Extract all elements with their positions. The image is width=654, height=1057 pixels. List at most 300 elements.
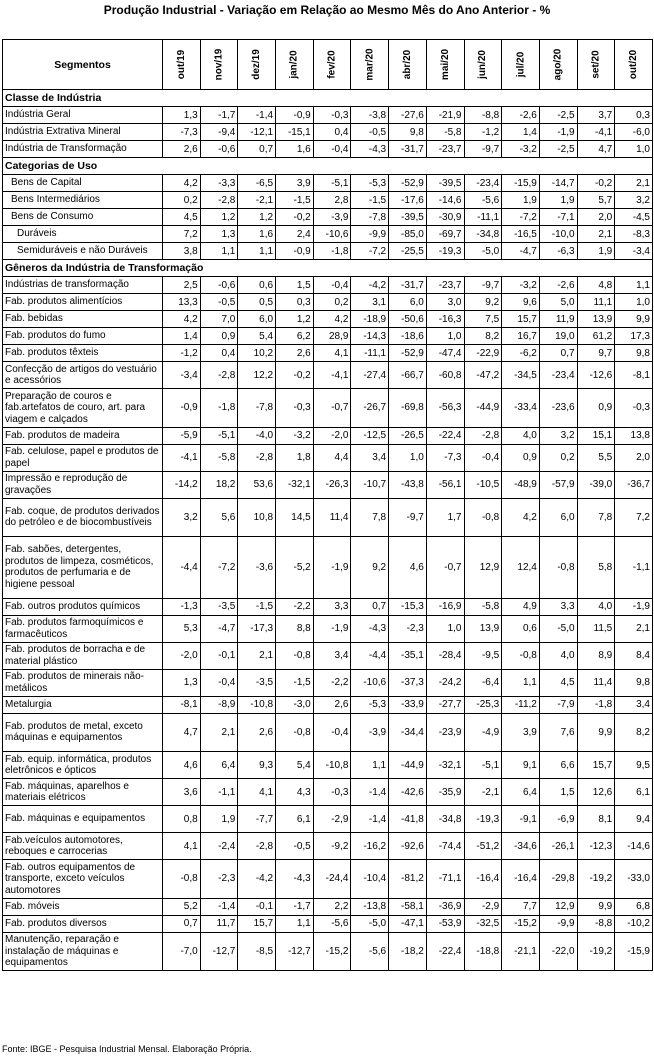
value-cell: -0,1 — [238, 898, 276, 915]
value-cell: -1,3 — [163, 598, 201, 615]
value-cell: -7,1 — [539, 209, 577, 226]
source-note: Fonte: IBGE - Pesquisa Industrial Mensal. Elaboração Própria. — [2, 1044, 252, 1054]
value-cell: -1,5 — [276, 669, 314, 696]
value-cell: -47,4 — [426, 345, 464, 362]
value-cell: -6,9 — [539, 806, 577, 833]
segment-label: Indústria de Transformação — [3, 141, 163, 158]
value-cell: 16,7 — [502, 328, 540, 345]
value-cell: 5,7 — [577, 192, 615, 209]
value-cell: -2,8 — [464, 427, 502, 444]
value-cell: 3,3 — [313, 598, 351, 615]
value-cell: -7,7 — [238, 806, 276, 833]
value-cell: 7,7 — [502, 898, 540, 915]
value-cell: -34,6 — [502, 833, 540, 860]
value-cell: -6,5 — [238, 175, 276, 192]
section-heading: Gêneros da Indústria de Transformação — [3, 260, 653, 277]
value-cell: 0,2 — [163, 192, 201, 209]
value-cell: 7,8 — [577, 498, 615, 537]
value-cell: 11,5 — [577, 615, 615, 642]
value-cell: -10,5 — [464, 471, 502, 498]
value-cell: -0,2 — [577, 175, 615, 192]
value-cell: -14,6 — [426, 192, 464, 209]
value-cell: -7,2 — [502, 209, 540, 226]
value-cell: 3,4 — [313, 642, 351, 669]
section-row — [3, 158, 653, 175]
table-row — [3, 141, 653, 158]
value-cell: -0,9 — [163, 389, 201, 428]
month-header — [276, 40, 314, 90]
value-cell: 6,4 — [200, 752, 238, 779]
section-row — [3, 90, 653, 107]
month-header — [577, 40, 615, 90]
value-cell: -12,7 — [200, 932, 238, 971]
value-cell: 0,3 — [615, 107, 653, 124]
value-cell: 8,2 — [464, 328, 502, 345]
value-cell: 1,2 — [276, 311, 314, 328]
value-cell: -51,2 — [464, 833, 502, 860]
value-cell: -2,8 — [238, 444, 276, 471]
value-cell: 1,4 — [502, 124, 540, 141]
value-cell: 9,9 — [577, 713, 615, 752]
value-cell: 1,1 — [615, 277, 653, 294]
value-cell: 9,3 — [238, 752, 276, 779]
value-cell: 5,4 — [276, 752, 314, 779]
value-cell: -0,3 — [615, 389, 653, 428]
value-cell: 6,0 — [238, 311, 276, 328]
value-cell: -8,1 — [163, 696, 201, 713]
value-cell: -44,9 — [389, 752, 427, 779]
value-cell: -24,4 — [313, 860, 351, 899]
table-row — [3, 444, 653, 471]
value-cell: 18,2 — [200, 471, 238, 498]
value-cell: -10,8 — [313, 752, 351, 779]
value-cell: 6,0 — [539, 498, 577, 537]
value-cell: 6,4 — [502, 779, 540, 806]
value-cell: -1,4 — [351, 779, 389, 806]
value-cell: -0,9 — [276, 243, 314, 260]
value-cell: -4,1 — [313, 362, 351, 389]
value-cell: -12,1 — [238, 124, 276, 141]
value-cell: -10,6 — [351, 669, 389, 696]
segment-label: Fab. produtos farmoquímicos e farmacêuticos — [3, 615, 163, 642]
value-cell: -4,2 — [238, 860, 276, 899]
value-cell: -85,0 — [389, 226, 427, 243]
value-cell: 2,1 — [200, 713, 238, 752]
value-cell: -27,7 — [426, 696, 464, 713]
value-cell: -3,2 — [502, 277, 540, 294]
value-cell: 12,6 — [577, 779, 615, 806]
value-cell: 6,8 — [615, 898, 653, 915]
value-cell: 5,0 — [539, 294, 577, 311]
value-cell: -35,9 — [426, 779, 464, 806]
value-cell: -9,7 — [464, 277, 502, 294]
value-cell: -3,3 — [200, 175, 238, 192]
value-cell: 4,7 — [163, 713, 201, 752]
section-heading: Classe de Indústria — [3, 90, 653, 107]
value-cell: -5,3 — [351, 175, 389, 192]
value-cell: 4,0 — [539, 642, 577, 669]
section-row — [3, 260, 653, 277]
value-cell: -10,6 — [313, 226, 351, 243]
table-row — [3, 209, 653, 226]
value-cell: 0,9 — [502, 444, 540, 471]
value-cell: 9,9 — [577, 898, 615, 915]
value-cell: -0,8 — [502, 642, 540, 669]
value-cell: -9,1 — [502, 806, 540, 833]
value-cell: -0,7 — [313, 389, 351, 428]
value-cell: 15,7 — [502, 311, 540, 328]
segment-label: Fab. produtos alimentícios — [3, 294, 163, 311]
value-cell: -1,5 — [276, 192, 314, 209]
value-cell: 4,2 — [313, 311, 351, 328]
month-label: fev/20 — [326, 50, 338, 79]
value-cell: -15,2 — [502, 915, 540, 932]
value-cell: -17,3 — [238, 615, 276, 642]
value-cell: -2,1 — [464, 779, 502, 806]
value-cell: -60,8 — [426, 362, 464, 389]
value-cell: -1,9 — [615, 598, 653, 615]
value-cell: -23,6 — [539, 389, 577, 428]
value-cell: -25,3 — [464, 696, 502, 713]
segment-label: Bens de Capital — [3, 175, 163, 192]
value-cell: -33,9 — [389, 696, 427, 713]
value-cell: -15,2 — [313, 932, 351, 971]
value-cell: -69,7 — [426, 226, 464, 243]
value-cell: -0,8 — [539, 537, 577, 599]
value-cell: 4,4 — [313, 444, 351, 471]
value-cell: 1,1 — [238, 243, 276, 260]
value-cell: -18,2 — [389, 932, 427, 971]
value-cell: -26,5 — [389, 427, 427, 444]
value-cell: 1,8 — [276, 444, 314, 471]
value-cell: 12,4 — [502, 537, 540, 599]
value-cell: -2,8 — [238, 833, 276, 860]
value-cell: 1,3 — [163, 107, 201, 124]
value-cell: -9,4 — [200, 124, 238, 141]
table-row — [3, 427, 653, 444]
value-cell: 1,3 — [200, 226, 238, 243]
value-cell: -57,9 — [539, 471, 577, 498]
value-cell: -0,8 — [464, 498, 502, 537]
value-cell: -81,2 — [389, 860, 427, 899]
table-row — [3, 345, 653, 362]
segment-label: Bens de Consumo — [3, 209, 163, 226]
value-cell: -33,4 — [502, 389, 540, 428]
value-cell: -5,6 — [313, 915, 351, 932]
value-cell: -22,9 — [464, 345, 502, 362]
value-cell: -9,9 — [351, 226, 389, 243]
value-cell: -7,2 — [200, 537, 238, 599]
value-cell: -10,2 — [615, 915, 653, 932]
value-cell: -19,3 — [464, 806, 502, 833]
value-cell: -23,7 — [426, 141, 464, 158]
segment-label: Fab. produtos têxteis — [3, 345, 163, 362]
value-cell: -9,7 — [464, 141, 502, 158]
value-cell: -13,8 — [351, 898, 389, 915]
value-cell: -0,3 — [276, 389, 314, 428]
table-row — [3, 833, 653, 860]
value-cell: 5,5 — [577, 444, 615, 471]
value-cell: 6,6 — [539, 752, 577, 779]
value-cell: -21,9 — [426, 107, 464, 124]
value-cell: 0,4 — [313, 124, 351, 141]
value-cell: -12,5 — [351, 427, 389, 444]
value-cell: -14,7 — [539, 175, 577, 192]
value-cell: -5,2 — [276, 537, 314, 599]
value-cell: 0,2 — [313, 294, 351, 311]
table-row — [3, 311, 653, 328]
value-cell: 5,2 — [163, 898, 201, 915]
value-cell: 0,2 — [539, 444, 577, 471]
value-cell: 6,1 — [276, 806, 314, 833]
value-cell: -25,5 — [389, 243, 427, 260]
value-cell: -15,1 — [276, 124, 314, 141]
value-cell: -6,3 — [539, 243, 577, 260]
value-cell: -15,9 — [615, 932, 653, 971]
value-cell: 15,1 — [577, 427, 615, 444]
value-cell: -16,5 — [502, 226, 540, 243]
header-row — [3, 40, 653, 90]
value-cell: -2,3 — [200, 860, 238, 899]
value-cell: 14,5 — [276, 498, 314, 537]
value-cell: -39,5 — [389, 209, 427, 226]
value-cell: -9,7 — [389, 498, 427, 537]
month-label: nov/19 — [213, 48, 225, 81]
month-header — [539, 40, 577, 90]
value-cell: -32,1 — [426, 752, 464, 779]
value-cell: -0,6 — [200, 141, 238, 158]
value-cell: 9,1 — [502, 752, 540, 779]
table-row — [3, 898, 653, 915]
segment-label: Fab.veículos automotores, reboques e carrocerias — [3, 833, 163, 860]
value-cell: 9,2 — [351, 537, 389, 599]
month-header — [502, 40, 540, 90]
value-cell: -0,4 — [313, 277, 351, 294]
value-cell: 9,5 — [615, 752, 653, 779]
month-label: jan/20 — [288, 50, 300, 79]
value-cell: -92,6 — [389, 833, 427, 860]
value-cell: -0,4 — [313, 713, 351, 752]
value-cell: -5,8 — [464, 598, 502, 615]
value-cell: -11,2 — [502, 696, 540, 713]
value-cell: -4,3 — [351, 615, 389, 642]
value-cell: 0,7 — [351, 598, 389, 615]
value-cell: 2,0 — [615, 444, 653, 471]
value-cell: -56,3 — [426, 389, 464, 428]
table-row — [3, 860, 653, 899]
value-cell: -14,3 — [351, 328, 389, 345]
value-cell: -14,2 — [163, 471, 201, 498]
value-cell: -3,8 — [351, 107, 389, 124]
production-table — [2, 39, 653, 971]
value-cell: -10,4 — [351, 860, 389, 899]
month-label: mai/20 — [439, 48, 451, 81]
value-cell: 7,8 — [351, 498, 389, 537]
segment-label: Fab. produtos de metal, exceto máquinas e equipamentos — [3, 713, 163, 752]
value-cell: -12,6 — [577, 362, 615, 389]
value-cell: -28,4 — [426, 642, 464, 669]
segment-label: Indústria Extrativa Mineral — [3, 124, 163, 141]
value-cell: -2,2 — [276, 598, 314, 615]
value-cell: -56,1 — [426, 471, 464, 498]
value-cell: -3,2 — [276, 427, 314, 444]
month-header — [163, 40, 201, 90]
segment-label: Fab. produtos de madeira — [3, 427, 163, 444]
value-cell: 1,0 — [426, 328, 464, 345]
value-cell: -2,8 — [200, 362, 238, 389]
value-cell: -3,5 — [200, 598, 238, 615]
value-cell: -1,7 — [200, 107, 238, 124]
value-cell: -23,4 — [464, 175, 502, 192]
value-cell: 9,4 — [615, 806, 653, 833]
value-cell: -3,9 — [313, 209, 351, 226]
value-cell: 9,8 — [615, 669, 653, 696]
value-cell: 5,8 — [577, 537, 615, 599]
value-cell: -2,2 — [313, 669, 351, 696]
value-cell: 1,2 — [238, 209, 276, 226]
value-cell: -0,8 — [163, 860, 201, 899]
value-cell: 4,1 — [313, 345, 351, 362]
value-cell: -7,3 — [426, 444, 464, 471]
table-row — [3, 328, 653, 345]
table-row — [3, 537, 653, 599]
value-cell: -8,5 — [238, 932, 276, 971]
month-header — [426, 40, 464, 90]
value-cell: -1,4 — [238, 107, 276, 124]
value-cell: 1,6 — [238, 226, 276, 243]
value-cell: -6,0 — [615, 124, 653, 141]
value-cell: -7,2 — [351, 243, 389, 260]
value-cell: 3,2 — [539, 427, 577, 444]
value-cell: 12,2 — [238, 362, 276, 389]
table-row — [3, 294, 653, 311]
value-cell: -16,9 — [426, 598, 464, 615]
value-cell: -1,5 — [351, 192, 389, 209]
value-cell: 3,7 — [577, 107, 615, 124]
value-cell: -16,3 — [426, 311, 464, 328]
value-cell: -3,6 — [238, 537, 276, 599]
value-cell: 8,4 — [615, 642, 653, 669]
value-cell: -1,9 — [313, 537, 351, 599]
value-cell: 11,4 — [313, 498, 351, 537]
value-cell: 3,9 — [502, 713, 540, 752]
value-cell: 8,9 — [577, 642, 615, 669]
value-cell: -9,9 — [539, 915, 577, 932]
value-cell: 1,9 — [577, 243, 615, 260]
segment-label: Fab. produtos de borracha e de material plástico — [3, 642, 163, 669]
value-cell: -24,2 — [426, 669, 464, 696]
value-cell: 1,1 — [200, 243, 238, 260]
value-cell: -30,9 — [426, 209, 464, 226]
value-cell: 9,8 — [389, 124, 427, 141]
value-cell: 9,6 — [502, 294, 540, 311]
value-cell: -0,3 — [313, 107, 351, 124]
value-cell: -8,3 — [615, 226, 653, 243]
value-cell: -9,2 — [313, 833, 351, 860]
value-cell: -10,7 — [351, 471, 389, 498]
table-row — [3, 471, 653, 498]
value-cell: -39,0 — [577, 471, 615, 498]
segment-label: Preparação de couros e fab.artefatos de couro, art. para viagem e calçados — [3, 389, 163, 428]
value-cell: -5,6 — [464, 192, 502, 209]
table-row — [3, 498, 653, 537]
segment-label: Fab. celulose, papel e produtos de papel — [3, 444, 163, 471]
table-row — [3, 124, 653, 141]
segment-label: Fab. sabões, detergentes, produtos de limpeza, cosméticos, produtos de perfumaria e de higiene pessoal — [3, 537, 163, 599]
value-cell: 3,6 — [163, 779, 201, 806]
value-cell: 4,2 — [163, 311, 201, 328]
value-cell: 7,2 — [615, 498, 653, 537]
value-cell: -27,6 — [389, 107, 427, 124]
value-cell: -3,5 — [238, 669, 276, 696]
month-header — [464, 40, 502, 90]
value-cell: -34,8 — [464, 226, 502, 243]
value-cell: 15,7 — [238, 915, 276, 932]
value-cell: -12,7 — [276, 932, 314, 971]
segment-label: Fab. máquinas e equipamentos — [3, 806, 163, 833]
value-cell: -31,7 — [389, 141, 427, 158]
value-cell: -4,0 — [238, 427, 276, 444]
value-cell: -2,1 — [238, 192, 276, 209]
value-cell: 2,1 — [238, 642, 276, 669]
value-cell: 7,5 — [464, 311, 502, 328]
value-cell: -1,1 — [200, 779, 238, 806]
value-cell: -23,9 — [426, 713, 464, 752]
value-cell: 2,1 — [577, 226, 615, 243]
value-cell: -12,3 — [577, 833, 615, 860]
value-cell: -8,9 — [200, 696, 238, 713]
segment-label: Manutenção, reparação e instalação de máquinas e equipamentos — [3, 932, 163, 971]
table-row — [3, 598, 653, 615]
value-cell: 4,2 — [502, 498, 540, 537]
value-cell: -7,8 — [351, 209, 389, 226]
value-cell: 4,0 — [577, 598, 615, 615]
value-cell: -9,5 — [464, 642, 502, 669]
value-cell: -34,4 — [389, 713, 427, 752]
value-cell: 0,9 — [200, 328, 238, 345]
table-row — [3, 362, 653, 389]
value-cell: -6,4 — [464, 669, 502, 696]
value-cell: 4,7 — [577, 141, 615, 158]
value-cell: -5,1 — [464, 752, 502, 779]
value-cell: -7,0 — [163, 932, 201, 971]
value-cell: -27,4 — [351, 362, 389, 389]
value-cell: -3,4 — [163, 362, 201, 389]
table-row — [3, 226, 653, 243]
value-cell: -31,7 — [389, 277, 427, 294]
value-cell: 2,5 — [163, 277, 201, 294]
value-cell: -0,5 — [276, 833, 314, 860]
value-cell: 1,9 — [502, 192, 540, 209]
value-cell: 2,2 — [313, 898, 351, 915]
value-cell: -2,0 — [163, 642, 201, 669]
table-row — [3, 669, 653, 696]
value-cell: 0,8 — [163, 806, 201, 833]
value-cell: -22,4 — [426, 932, 464, 971]
value-cell: -8,1 — [615, 362, 653, 389]
value-cell: 1,5 — [539, 779, 577, 806]
month-label: abr/20 — [401, 49, 413, 80]
value-cell: -0,7 — [426, 537, 464, 599]
value-cell: 13,3 — [163, 294, 201, 311]
value-cell: -2,4 — [200, 833, 238, 860]
value-cell: -47,2 — [464, 362, 502, 389]
value-cell: 12,9 — [464, 537, 502, 599]
value-cell: 13,9 — [577, 311, 615, 328]
value-cell: 12,9 — [539, 898, 577, 915]
value-cell: 2,6 — [313, 696, 351, 713]
table-row — [3, 615, 653, 642]
